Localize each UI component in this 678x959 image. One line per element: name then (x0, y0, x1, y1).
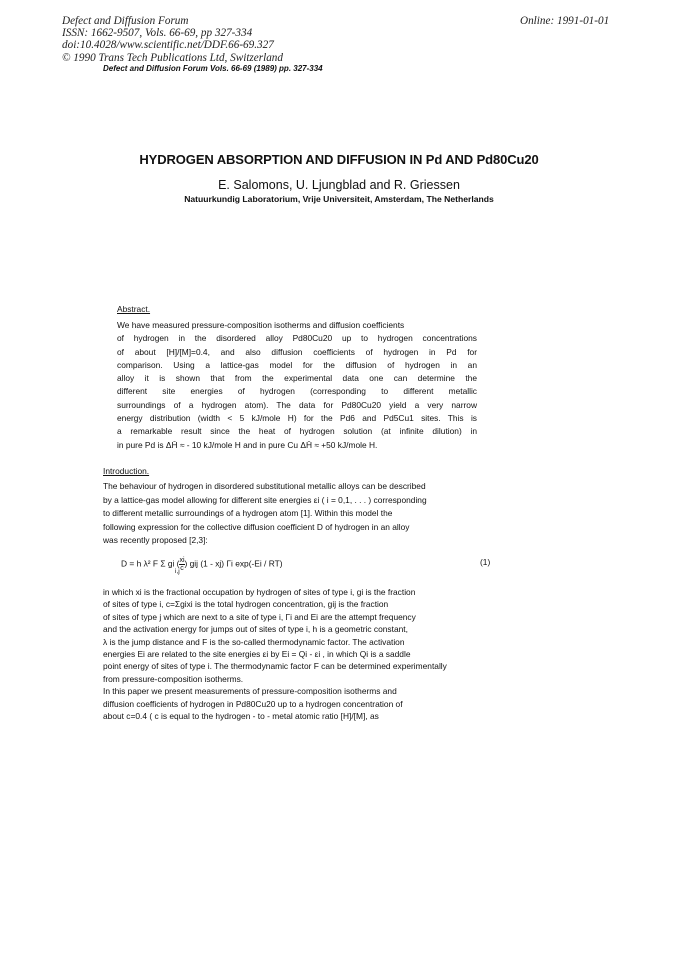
body-line: λ is the jump distance and F is the so-called thermodynamic factor. The activation (103, 636, 405, 647)
author-list: E. Salomons, U. Ljungblad and R. Griessen (218, 178, 460, 192)
body-line: from pressure-composition isotherms. (103, 673, 244, 684)
intro-line: was recently proposed [2,3]: (103, 535, 208, 546)
abstract-line: of hydrogen in the disordered alloy Pd80Cu20 up to hydrogen concentrations (117, 333, 477, 344)
sum-index: i,j (175, 568, 180, 575)
copyright-line: © 1990 Trans Tech Publications Ltd, Switzerland (62, 51, 283, 64)
body-line: about c=0.4 ( c is equal to the hydrogen - to - metal atomic ratio [H]/[M], as (103, 711, 379, 722)
intro-line: by a lattice-gas model allowing for different site energies εi ( i = 0,1, . . . ) corresponding (103, 494, 427, 505)
body-line: in which xi is the fractional occupation by hydrogen of sites of type i, gi is the fraction (103, 587, 416, 597)
fraction-denominator: c (180, 565, 184, 572)
body-text (103, 586, 533, 722)
affiliation: Natuurkundig Laboratorium, Vrije Universiteit, Amsterdam, The Netherlands (184, 194, 494, 204)
abstract-line: energy distribution (width < 5 kJ/mole H) for the Pd6 and Pd5Cu1 sites. This is (117, 413, 477, 424)
body-line: point energy of sites of type i. The thermodynamic factor F can be determined experimentally (103, 661, 447, 672)
body-line: of sites of type i, c=Σgixi is the total hydrogen concentration, gij is the fraction (103, 599, 389, 610)
abstract-line: surroundings of a hydrogen atom). The data for Pd80Cu20 yield a very narrow (117, 399, 477, 410)
body-line: In this paper we present measurements of pressure-composition isotherms and (103, 686, 397, 697)
body-line: energies Ei are related to the site energies εi by Ei = Qi - εi , in which Qi is a saddle (103, 649, 411, 660)
abstract-line: of about [H]/[M]=0.4, and also diffusion coefficients of hydrogen in Pd for (117, 346, 477, 357)
abstract-line: different site energies of hydrogen (corresponding to different metallic (117, 386, 477, 397)
body-line: and the activation energy for jumps out of sites of type i, h is a geometric constant, (103, 624, 408, 635)
equation-lhs: D = h λ² F Σ gi ( (121, 558, 180, 569)
diffusion-equation (121, 557, 501, 575)
introduction-heading: Introduction. (103, 466, 150, 476)
journal-name: Defect and Diffusion Forum (62, 15, 189, 27)
abstract-body (117, 319, 477, 452)
running-head: Defect and Diffusion Forum Vols. 66-69 (1989) pp. 327-334 (103, 64, 323, 73)
intro-line: to different metallic surroundings of a hydrogen atom [1]. Within this model the (103, 508, 393, 519)
intro-line: following expression for the collective diffusion coefficient D of hydrogen in an alloy (103, 521, 410, 532)
equation-rhs: ) gij (1 - xj) Γi exp(-Ei / RT) (184, 558, 283, 569)
paper-title: HYDROGEN ABSORPTION AND DIFFUSION IN Pd AND Pd80Cu20 (139, 152, 539, 167)
doi-line: doi:10.4028/www.scientific.net/DDF.66-69.327 (62, 39, 274, 52)
journal-header (62, 15, 283, 64)
abstract-line: a remarkable result since the heat of hydrogen solution (at infinite dilution) in (117, 426, 477, 437)
body-line: of sites of type j which are next to a site of type i, Γi and Ei are the attempt frequency (103, 611, 416, 622)
body-line: diffusion coefficients of hydrogen in Pd80Cu20 up to a hydrogen concentration of (103, 698, 403, 709)
abstract-heading: Abstract. (117, 304, 151, 314)
equation-number: (1) (480, 557, 491, 567)
abstract-line: comparison. Using a lattice-gas model for the diffusion of hydrogen in an (117, 359, 477, 370)
intro-line: The behaviour of hydrogen in disordered substitutional metallic alloys can be described (103, 481, 426, 491)
fraction-numerator: xi (179, 557, 185, 564)
abstract-line: in pure Pd is ΔH̄ ≈ - 10 kJ/mole H and in pure Cu ΔH̄ ≈ +50 kJ/mole H. (117, 439, 378, 450)
abstract-line: We have measured pressure-composition isotherms and diffusion coefficients (117, 320, 405, 330)
abstract-line: alloy it is shown that from the experimental data one can determine the (117, 373, 477, 384)
introduction-body (103, 480, 533, 548)
issn-line: ISSN: 1662-9507, Vols. 66-69, pp 327-334 (62, 27, 253, 40)
online-date: Online: 1991-01-01 (520, 15, 610, 27)
